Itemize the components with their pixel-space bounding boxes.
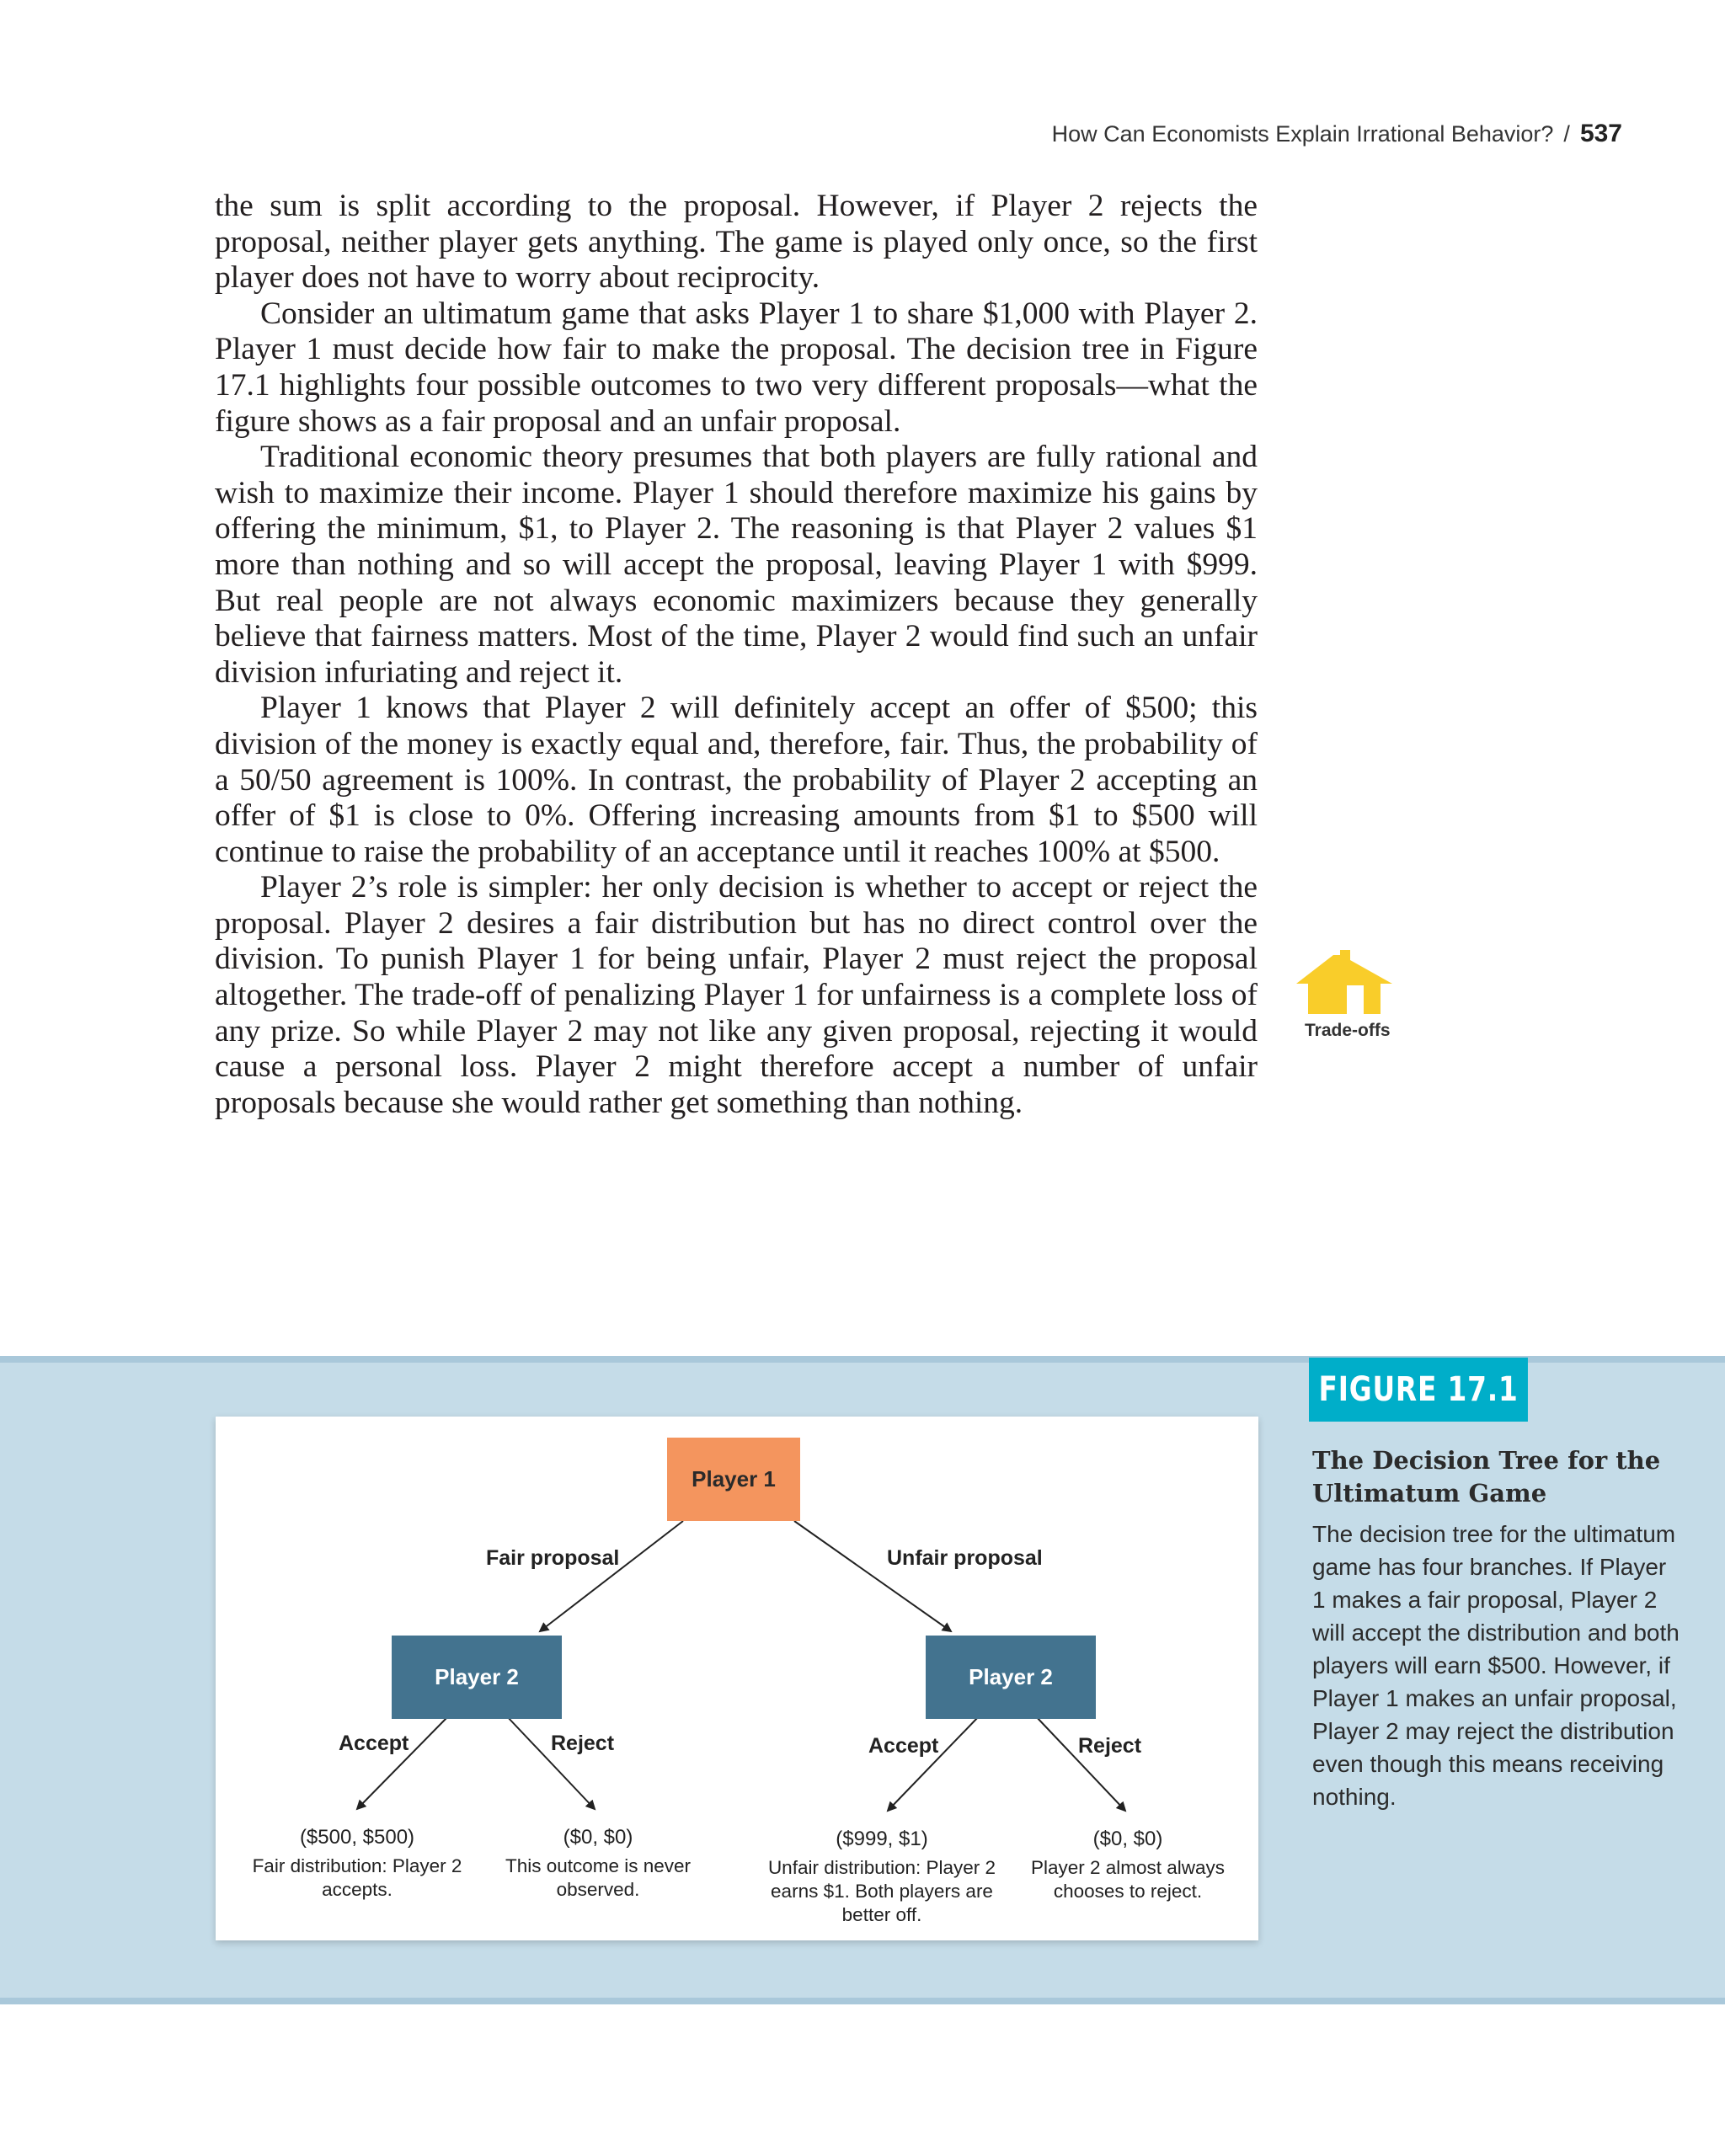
outcome-value: ($0, $0) — [563, 1826, 633, 1849]
figure-caption-body: The decision tree for the ultimatum game has four branches. If Player 1 makes a fair proposal, Player 2 will accept the distribution and both players will earn $500. However, if Player 1 makes an unfair proposal, Player 2 may reject the distribution even though this means receiving nothing. — [1312, 1521, 1680, 1810]
running-head — [1052, 120, 1622, 148]
right-accept-line — [888, 1715, 980, 1811]
right-reject-line — [1034, 1715, 1125, 1811]
paragraph-4: Player 1 knows that Player 2 will definitely accept an offer of $500; this division of the money is exactly equal and, therefore, fair. Thus, the probability of a 50/50 agreement is 100%. In contrast, the probability of Player 2 accepting an offer of $1 is close to 0%. Offering increasing amounts from $1 to $500 will continue to raise the probability of an acceptance until it reaches 100% at $500. — [215, 691, 1258, 869]
trade-offs-label: Trade-offs — [1305, 1021, 1391, 1040]
unfair-proposal-label: Unfair proposal — [887, 1546, 1043, 1570]
outcome-value: ($500, $500) — [299, 1826, 415, 1849]
outcome-description: Unfair distribution: Player 2 earns $1. Both players are better off. — [767, 1857, 996, 1925]
running-title: How Can Economists Explain Irrational Behavior? — [1051, 121, 1554, 147]
paragraph-3: Traditional economic theory presumes that both players are fully rational and wish to maximize their income. Player 1 should therefore maximize his gains by offering the minimum, $1, to Player 2. The reasoning is that Player 2 values $1 more than nothing and so will accept the proposal, leaving Player 1 with $999. But real people are not always economic maximizers because they generally believe that fairness matters. Most of the time, Player 2 would find such an unfair division infuriating and reject it. — [215, 440, 1258, 690]
outcome-value: ($999, $1) — [836, 1828, 928, 1850]
house-icon — [1293, 948, 1396, 1016]
outcome-fair-accept — [235, 1826, 479, 1902]
fair-proposal-label: Fair proposal — [486, 1546, 620, 1570]
separator: / — [1563, 121, 1570, 147]
outcome-unfair-reject — [1016, 1828, 1240, 1903]
page-number: 537 — [1579, 120, 1622, 147]
trade-offs-marker — [1293, 948, 1396, 1041]
player1-node: Player 1 — [667, 1438, 800, 1521]
right-reject-label: Reject — [1078, 1734, 1142, 1758]
outcome-fair-reject — [483, 1826, 713, 1902]
outcome-description: Player 2 almost always chooses to reject. — [1030, 1857, 1226, 1902]
outcome-description: This outcome is never observed. — [505, 1855, 692, 1900]
paragraph-2: Consider an ultimatum game that asks Player 1 to share $1,000 with Player 2. Player 1 must decide how fair to make the proposal. The decision tree in Figure 17.1 highlights four possible outcomes to two very different proposals—what the figure shows as a fair proposal and an unfair proposal. — [215, 296, 1258, 439]
left-reject-label: Reject — [551, 1732, 615, 1755]
unfair-branch-line — [794, 1521, 951, 1631]
outcome-unfair-accept — [745, 1828, 1019, 1927]
fair-branch-line — [540, 1521, 683, 1631]
paragraph-1: the sum is split according to the proposal. However, if Player 2 rejects the proposal, neither player gets anything. The game is played only once, so the first player does not have to worry about reciprocity. — [215, 189, 1258, 296]
left-reject-line — [505, 1715, 595, 1809]
left-accept-label: Accept — [339, 1732, 409, 1755]
player2-right-node: Player 2 — [926, 1636, 1096, 1719]
right-accept-label: Accept — [868, 1734, 939, 1758]
figure-tag: FIGURE 17.1 — [1309, 1358, 1528, 1422]
decision-tree-panel — [216, 1417, 1258, 1940]
outcome-value: ($0, $0) — [1092, 1828, 1163, 1850]
paragraph-5: Player 2’s role is simpler: her only decision is whether to accept or reject the proposal. Player 2 desires a fair distribution but has no direct control over the division. To punish Player 1 for being unfair, Player 2 must reject the proposal altogether. The trade-off of penalizing Player 1 for unfairness is a complete loss of any prize. So while Player 2 may not like any given proposal, rejecting it would cause a personal loss. Player 2 might therefore accept a number of unfair proposals because she would rather get something than nothing. — [215, 870, 1258, 1120]
player2-left-node: Player 2 — [392, 1636, 562, 1719]
body-text — [215, 189, 1258, 1121]
outcome-description: Fair distribution: Player 2 accepts. — [252, 1855, 462, 1900]
figure-caption-title: The Decision Tree for the Ultimatum Game — [1312, 1446, 1661, 1508]
left-accept-line — [357, 1715, 450, 1809]
